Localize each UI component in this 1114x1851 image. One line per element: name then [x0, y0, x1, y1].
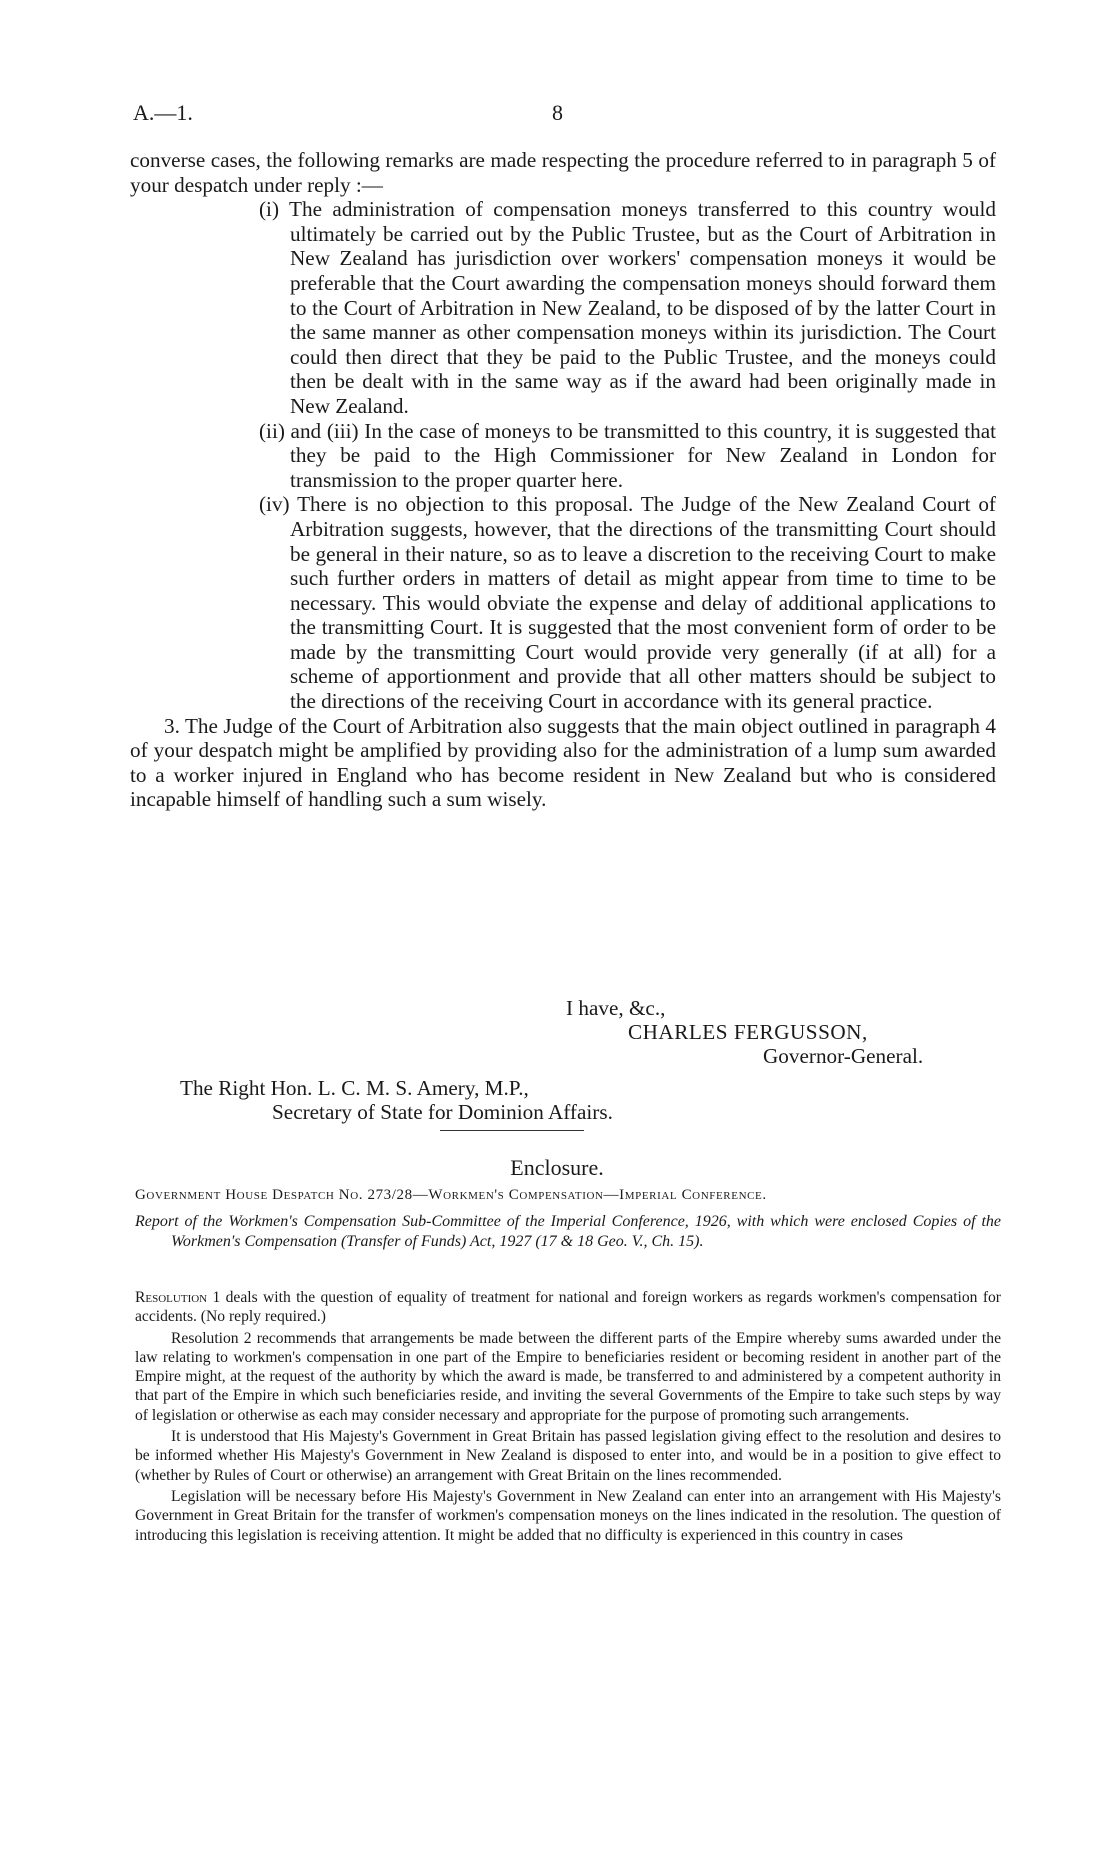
resolution-1-text: 1 deals with the question of equality of treatment for national and foreign workers as regards workmen's compensation for accidents. (No reply required.) — [135, 1289, 1001, 1326]
addressee-line-1: The Right Hon. L. C. M. S. Amery, M.P., — [180, 1076, 529, 1100]
report-heading — [135, 1212, 1001, 1251]
section-divider — [440, 1130, 584, 1131]
addressee-line-2: Secretary of State for Dominion Affairs. — [272, 1100, 613, 1124]
intro-paragraph: converse cases, the following remarks are made respecting the procedure referred to in paragraph 5 of your despatch under reply :— — [130, 148, 996, 197]
list-item — [130, 492, 996, 713]
list-item — [130, 197, 996, 418]
item-text: The administration of compensation moneys transferred to this country would ultimately be carried out by the Public Trustee, but as the Court of Arbitration in New Zealand has jurisdiction over workers' compensation moneys it would be preferable that the Court awarding the compensation moneys should forward them to the Court of Arbitration in New Zealand, to be disposed of by the latter Court in the same manner as other compensation moneys within its jurisdiction. The Court could then direct that they be paid to the Public Trustee, and the moneys could then be dealt with in the same way as if the award had been originally made in New Zealand. — [289, 197, 996, 418]
page-number: 8 — [552, 100, 563, 125]
item-text: There is no objection to this proposal. The Judge of the New Zealand Court of Arbitration suggests, however, that the directions of the transmitting Court should be general in their nature, so as to leave a discretion to the receiving Court to make such further orders in matters of detail as might appear from time to time to be necessary. This would obviate the expense and delay of additional applications to the transmitting Court. It is suggested that the most convenient form of order to be made by the transmitting Court would provide very generally (if at all) for a scheme of apportionment and provide that all other matters should be subject to the directions of the receiving Court in accordance with its general practice. — [290, 492, 996, 714]
signatory-title: Governor-General. — [763, 1044, 924, 1068]
enclosure-body — [135, 1288, 1001, 1547]
despatch-body — [130, 148, 996, 812]
item-number: (iv) — [259, 492, 290, 517]
enclosure-title: Government House Despatch No. 273/28—Workmen's Compensation—Imperial Conference. — [135, 1187, 767, 1203]
resolution-2: Resolution 2 recommends that arrangements be made between the different parts of the Empire whereby sums awarded under the law relating to workmen's compensation in one part of the Empire to beneficiaries resident or becoming resident in another part of the Empire might, at the request of the authority by which the award is made, be transferred to and administered by a competent authority in that part of the Empire in which such beneficiaries reside, and inviting the several Governments of the Empire to take such steps by way of legislation or otherwise as each may consider necessary and appropriate for the purpose of promoting such arrangements. — [135, 1329, 1001, 1424]
document-reference: A.—1. — [133, 100, 193, 125]
enclosure-heading: Enclosure. — [510, 1155, 604, 1180]
signatory-name: CHARLES FERGUSSON, — [628, 1020, 868, 1044]
list-item — [130, 419, 996, 493]
item-number: (i) — [259, 197, 279, 222]
item-text: In the case of moneys to be transmitted to this country, it is suggested that they be paid to the High Commissioner for New Zealand in London for transmission to the proper quarter here. — [290, 418, 996, 492]
closing-line: I have, &c., — [566, 996, 666, 1020]
resolution-lead: Resolution — [135, 1289, 208, 1306]
resolution-1 — [135, 1288, 1001, 1327]
paragraph-legislation: Legislation will be necessary before His Majesty's Government in New Zealand can enter into an arrangement with His Majesty's Government in Great Britain for the transfer of workmen's compensation moneys on the lines indicated in the resolution. The question of introducing this legislation is receiving attention. It might be added that no difficulty is experienced in this country in cases — [135, 1487, 1001, 1544]
item-number: (ii) and (iii) — [259, 418, 359, 443]
report-text: Report of the Workmen's Compensation Sub-Committee of the Imperial Conference, 1926, with which were enclosed Copies of the Workmen's Compensation (Transfer of Funds) Act, 1927 (17 & 18 Geo. V., Ch. 15). — [135, 1213, 1001, 1250]
paragraph-understood: It is understood that His Majesty's Government in Great Britain has passed legislation giving effect to the resolution and desires to be informed whether His Majesty's Government in New Zealand is disposed to enter into, and would be in a position to give effect to (whether by Rules of Court or otherwise) an arrangement with Great Britain on the lines recommended. — [135, 1428, 1001, 1484]
paragraph-3: 3. The Judge of the Court of Arbitration also suggests that the main object outlined in paragraph 4 of your despatch might be amplified by providing also for the administration of a lump sum awarded to a worker injured in England who has become resident in New Zealand but who is considered incapable himself of handling such a sum wisely. — [130, 713, 996, 812]
